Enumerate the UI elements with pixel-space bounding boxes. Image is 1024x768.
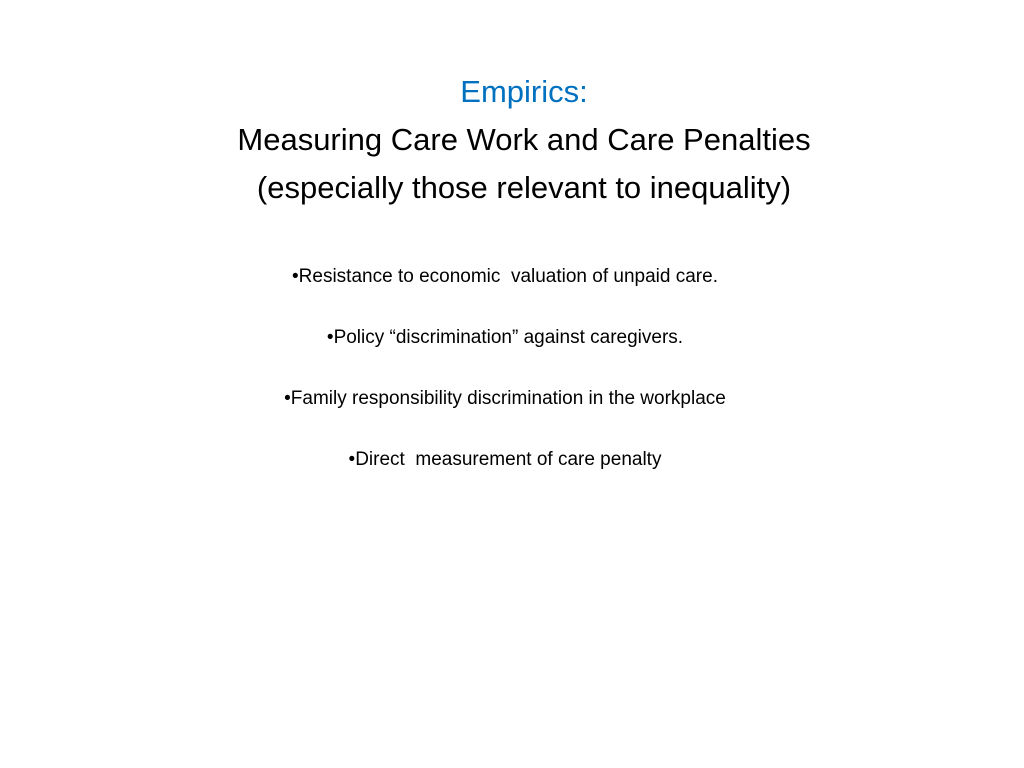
bullet-text: Direct measurement of care penalty <box>355 449 662 470</box>
bullet-marker: • <box>348 449 356 470</box>
bullet-marker: • <box>284 388 291 409</box>
bullet-list <box>0 262 1010 506</box>
bullet-text: Resistance to economic valuation of unpaid care. <box>298 266 718 287</box>
bullet-item <box>0 262 1010 291</box>
bullet-text: Family responsibility discrimination in the workplace <box>290 388 726 409</box>
bullet-item <box>0 384 1010 413</box>
slide-title <box>0 68 1024 212</box>
title-line-3: (especially those relevant to inequality) <box>256 170 792 205</box>
bullet-text: Policy “discrimination” against caregivers. <box>333 327 684 348</box>
title-line-2: Measuring Care Work and Care Penalties <box>237 122 811 157</box>
bullet-marker: • <box>326 327 334 348</box>
title-accent-line: Empirics: <box>460 74 588 109</box>
bullet-item <box>0 445 1010 474</box>
bullet-item <box>0 323 1010 352</box>
bullet-marker: • <box>292 266 299 287</box>
